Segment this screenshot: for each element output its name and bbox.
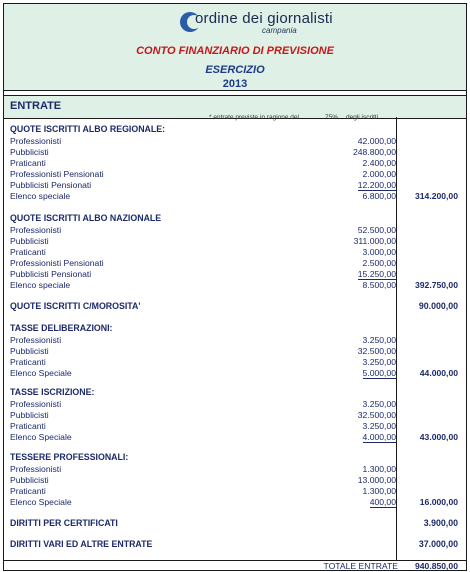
org-name: ordine dei giornalisti — [195, 10, 333, 27]
entrate-label: ENTRATE — [10, 100, 62, 112]
band-note-prefix: * entrate previste in ragione del — [209, 114, 299, 121]
column-divider — [396, 117, 397, 560]
budget-sheet: ordine dei giornalisti campania CONTO FINANZIARIO DI PREVISIONE ESERCIZIO 2013 ENTRATE * entrate previste in ragione del 75% degli iscritti QUOTE ISCRITTI ALBO REGIONALE: Professionisti 42.000,00 Pubblicisti 248.800,00 Praticanti 2.400,00 Professionisti Pensionati 2.000,00 Pubblicisti Pensionati 12.200,00 Elenco speciale 6.800,00 314.200,00 QUOTE ISCRITTI ALBO NAZIONALE Professionisti 52.500,00 Pubblicisti 311.000,00 Praticanti 3.000,00 Professionisti Pensionati 2.500,00 Pubblicisti Pensionati 15.250,00 Elenco speciale 8.500,00 392.750,00 QUOTE ISCRITTI C/MOROSITA' 90.000,00 TASSE DELIBERAZIONI: Professionisti 3.250,00 Pubblicisti 32.500,00 Praticanti 3.250,00 Elenco Speciale 5.000,00 44.000,00 TASSE ISCRIZIONE: Professionisti 3.250,00 Pubblicisti 32.500,00 Praticanti 3.250,00 Elenco Speciale 4.000,00 43.000,00 TESSERE PROFESSIONALI: Professionisti 1.300,00 Pubblicisti 13.000,00 Praticanti 1.300,00 Elenco Speciale 400,00 16.000,00 DIRITTI PER CERTIFICATI 3.900,00 DIRITTI VARI ED ALTRE ENTRATE 37.000,00 TOTALE ENTRATE 940.850,00 — [3, 3, 467, 571]
entrate-band — [4, 95, 466, 119]
org-sub: campania — [262, 26, 297, 35]
footer-label: TOTALE ENTRATE — [323, 561, 398, 571]
footer-total-row — [4, 560, 466, 571]
page-title: CONTO FINANZIARIO DI PREVISIONE — [136, 45, 334, 57]
section-total: 3.900,00 — [423, 518, 458, 528]
page-year: 2013 — [222, 78, 248, 90]
section-total: 392.750,00 — [414, 280, 458, 290]
section-total: 44.000,00 — [419, 368, 458, 378]
section-total: 314.200,00 — [414, 191, 458, 201]
band-note-suffix: degli iscritti — [346, 114, 379, 121]
section-total: 37.000,00 — [418, 539, 458, 549]
footer-total: 940.850,00 — [414, 561, 458, 571]
header-panel — [4, 4, 466, 91]
page-subtitle: ESERCIZIO — [205, 64, 265, 76]
section-total: 16.000,00 — [419, 497, 458, 507]
band-note-pct: 75% — [325, 114, 339, 121]
section-total: 90.000,00 — [418, 301, 458, 311]
section-total: 43.000,00 — [419, 432, 458, 442]
